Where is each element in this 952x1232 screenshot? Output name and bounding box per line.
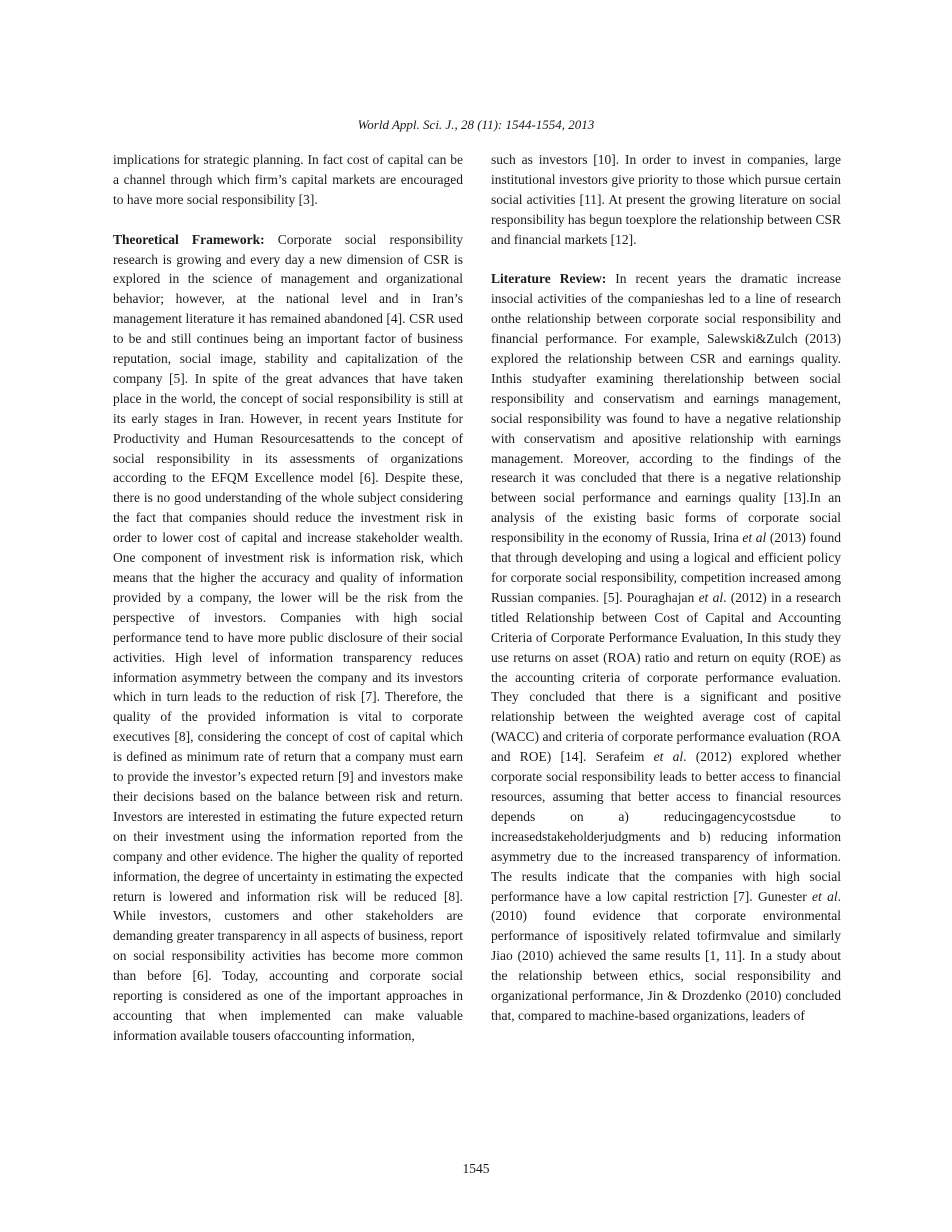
paragraph-investors: such as investors [10]. In order to invest in companies, large institutional investors give priority to those which pursue certain social activities [11]. At present the growing literature on social responsibility has begun toexplore the relationship between CSR and financial markets [12].: [491, 152, 841, 247]
literature-review-text: . (2012) in a research titled Relationship between Cost of Capital and Accounting Criteria of Corporate Performance Evaluation, In this study they use returns on asset (ROA) ratio and return on equity (ROE) as the accounting criteria of corporate performance evaluation. They concluded that there is a significant and positive relationship between the weighted average cost of capital (WACC) and criteria of corporate performance evaluation (ROA and ROE) [14]. Serafeim: [491, 589, 842, 765]
right-column: [491, 150, 841, 1026]
literature-review-text: (2013) found that through developing and using a logical and efficient policy for corporate social responsibility, competition increased among Russian companies. [5]. Pouraghajan: [491, 530, 841, 605]
section-heading-literature-review: Literature Review:: [491, 271, 607, 287]
theoretical-framework-text: Corporate social responsibility research is growing and every day a new dimension of CSR is explored in the science of management and organizational behavior; however, at the national level and in Iran’s management literature it has remained abandoned [4]. CSR used to be and still continues being an important factor of business reputation, social image, stability and capitalization of the company [5]. In spite of the great advances that have taken place in the world, the concept of social responsibility is still at its early stages in Iran. However, in recent years Institute for Productivity and Human Resourcesattends to the concept of social responsibility in its assessments of organizations according to the EFQM Excellence model [6]. Despite these, there is no good understanding of the whole subject considering the fact that companies should reduce the investment risk in order to lower cost of capital and increase stakeholder wealth. One component of investment risk is information risk, which means that the higher the accuracy and quality of information provided by a company, the lower will be the risk from the perspective of investors. Companies with high social performance tend to have more public disclosure of their social activities. High level of information transparency reduces information asymmetry between the company and its investors which in turn leads to the reduction of risk [7]. Therefore, the quality of the provided information is vital to corporate executives [8], considering the concept of cost of capital which is defined as minimum rate of return that a company must earn to provide the investor’s expected return [9] and investors make their decisions based on the balance between risk and return. Investors are interested in estimating the future expected return on their investment using the information reported from the company and other evidence. The higher the quality of reported information, the degree of uncertainty in estimating the expected return is lowered and information risk will be reduced [8]. While investors, customers and other stakeholders are demanding greater transparency in all aspects of business, report on social responsibility activities has become more common than before [6]. Today, accounting and corporate social reporting is considered as one of the important approaches in accounting that when implemented can make valuable information available tousers ofaccounting information,: [113, 231, 463, 1043]
literature-review-text: . (2010) found evidence that corporate environmental performance of ispositively related tofirmvalue and similarly Jiao (2010) achieved the same results [1, 11]. In a study about the relationship between ethics, social responsibility and organizational performance, Jin & Drozdenko (2010) concluded that, compared to machine-based organizations, leaders of: [491, 888, 841, 1023]
et-al-italic: et al: [653, 749, 684, 765]
literature-review-text: . (2012) explored whether corporate social responsibility leads to better access to financial resources, assuming that better access to financial resources depends on a) reducingagencycostsdue to increasedstakeholderjudgments and b) reducing information asymmetry due to the increased transparency of information. The results indicate that the companies with high social performance have a low capital restriction [7]. Gunester: [491, 749, 841, 904]
page-number: 1545: [462, 1161, 490, 1176]
et-al-italic: et al: [742, 530, 767, 546]
paragraph-literature-review: [491, 269, 841, 1025]
et-al-italic: et al: [698, 589, 724, 605]
section-heading-theoretical-framework: Theoretical Framework:: [113, 231, 265, 247]
left-column: [113, 150, 463, 1046]
paragraph-cost-of-capital: implications for strategic planning. In fact cost of capital can be a channel through which firm’s capital markets are encouraged to have more social responsibility [3].: [113, 152, 463, 207]
running-head: World Appl. Sci. J., 28 (11): 1544-1554, 2013: [357, 117, 595, 132]
literature-review-text: In recent years the dramatic increase insocial activities of the companieshas led to a line of research onthe relationship between corporate social responsibility and financial performance. For example, Salewski&Zulch (2013) explored the relationship between CSR and earnings quality. Inthis studyafter examining therelationship between social responsibility and conservatism and earnings management, social responsibility was found to have a negative relationship with conservatism and apositive relationship with earnings management. Moreover, according to the findings of the research it was concluded that there is a negative relationship between social performance and earnings quality [13].In an analysis of the existing basic forms of corporate social responsibility in the economy of Russia, Irina: [491, 271, 841, 546]
paragraph-theoretical-framework: [113, 230, 463, 1046]
et-al-italic: et al: [812, 888, 838, 904]
